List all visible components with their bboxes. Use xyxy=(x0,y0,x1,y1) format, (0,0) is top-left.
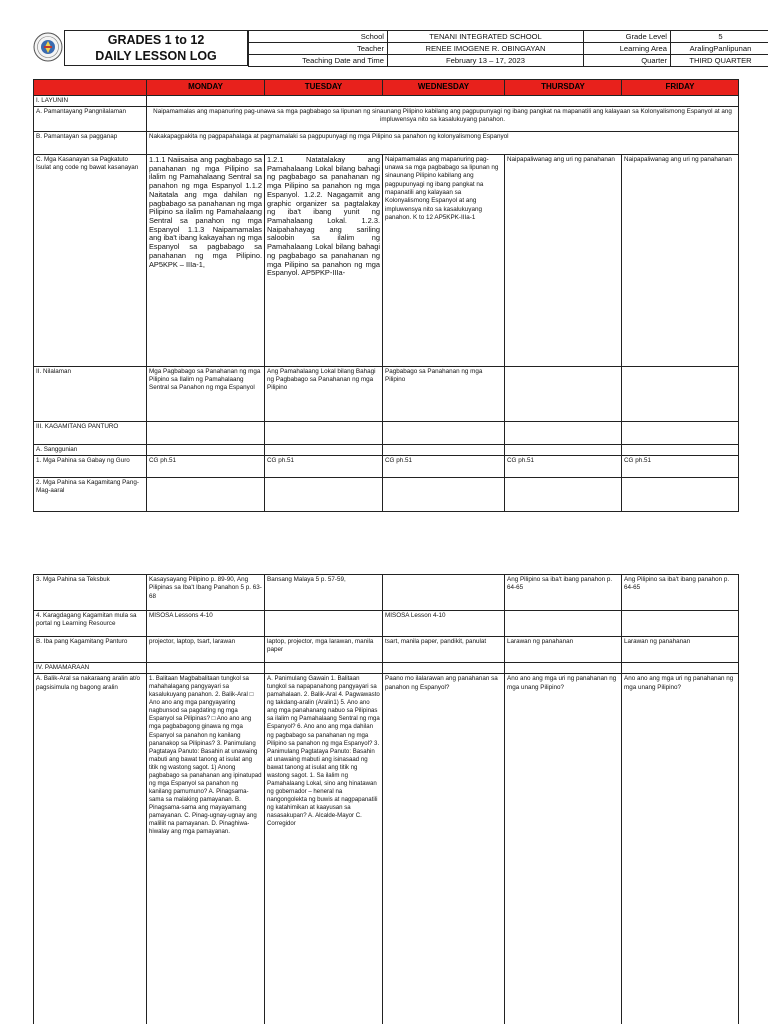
pang-mag-aaral-label: 2. Mga Pahina sa Kagamitang Pang-Mag-aaral xyxy=(34,478,147,512)
balik-aral-tuesday: A. Panimulang Gawain 1. Balitaan tungkol sa napapanahong pangyayari sa pamahalaan. 2. Balik-Aral 4. Pagwawasto ng takdang-aralin (Aralin1) 5. Ano ano ang mga panahanang nabuo sa Pilipinas sa ilalim ng Pamahalaang Sentral ng mga Espanyol? 6. Ano ano ang mga dahilan ng pagbabago sa panahanan ng mga Pilipino sa panahon ng mga Espanyol? 3. Panimulang Pagtataya Panuto: Basahin at unawaing mabuti ang isinasaad ng bawat tanong at isulat ang titik ng wastong sagot. 1. Sa ilalim ng Pamahalaang Lokal, sino ang hinatawan ng gobernador – heneral na nangongolekta ng buwis at nagpapanatili ng katahimikan at kaayusan sa nasasakupan? A. Alcalde-Mayor C. Corregidor xyxy=(265,674,383,1024)
blank-cell xyxy=(265,611,383,637)
nilalaman-monday: Mga Pagbabago sa Panahanan ng mga Pilipino sa Ilalim ng Pamahalaang Sentral sa Panahon ng mga Espanyol xyxy=(147,366,265,421)
table-row xyxy=(34,456,739,478)
table-row xyxy=(34,131,739,154)
sanggunian-label: A. Sanggunian xyxy=(34,444,147,455)
document-title xyxy=(64,30,248,66)
iba-pang-kagamitan-wednesday: tsart, manila paper, pandikit, panulat xyxy=(383,637,505,663)
blank-cell xyxy=(383,444,505,455)
nilalaman-wednesday: Pagbabago sa Panahanan ng mga Pilipino xyxy=(383,366,505,421)
school-value: TENANI INTEGRATED SCHOOL xyxy=(388,31,584,43)
nilalaman-tuesday: Ang Pamahalaang Lokal bilang Bahagi ng Pagbabago sa Panahanan ng mga Pilipino xyxy=(265,366,383,421)
header-info-table xyxy=(248,30,768,67)
table-row xyxy=(34,611,739,637)
gabay-wednesday: CG ph.51 xyxy=(383,456,505,478)
blank-cell xyxy=(622,663,739,674)
blank-cell xyxy=(147,421,265,444)
table-row xyxy=(34,575,739,611)
grade-level-label: Grade Level xyxy=(584,31,671,43)
quarter-value: THIRD QUARTER xyxy=(671,55,768,67)
blank-cell xyxy=(383,421,505,444)
day-header-row xyxy=(34,80,739,96)
day-header-tuesday: TUESDAY xyxy=(265,80,383,96)
day-header-wednesday: WEDNESDAY xyxy=(383,80,505,96)
balik-aral-wednesday: Paano mo ilalarawan ang panahanan sa panahon ng Espanyol? xyxy=(383,674,505,1024)
pagganap-content: Nakakapagpakita ng pagpapahalaga at pagmamalaki sa pagpupunyagi ng mga Pilipino sa panahon ng kolonyalismong Espanyol xyxy=(147,131,739,154)
table-row xyxy=(34,444,739,455)
day-header-thursday: THURSDAY xyxy=(505,80,622,96)
table-row xyxy=(34,106,739,131)
kasanayan-wednesday: Naipamamalas ang mapanuring pag-unawa sa mga pagbabago sa lipunan ng sinaunang Pilipino kabilang ang pagpupunyagi ng ibang pangkat na mapanatili ang kalayaan sa Kolonyalismong Espanyol at ang impluwensya nito sa kasalukuyang panahon. K to 12 AP5KPK-IIIa-1 xyxy=(383,154,505,366)
blank-cell xyxy=(383,575,505,611)
iba-pang-kagamitan-label: B. Iba pang Kagamitang Panturo xyxy=(34,637,147,663)
table-row xyxy=(34,637,739,663)
balik-aral-label: A. Balik-Aral sa nakaraang aralin at/o pagsisimula ng bagong aralin xyxy=(34,674,147,1024)
day-header-monday: MONDAY xyxy=(147,80,265,96)
blank-cell xyxy=(147,444,265,455)
teacher-label: Teacher xyxy=(249,43,388,55)
blank-cell xyxy=(147,663,265,674)
teksbuk-monday: Kasaysayang Pilipino p. 89-90, Ang Pilipinas sa Iba't Ibang Panahon 5 p. 63-68 xyxy=(147,575,265,611)
blank-cell xyxy=(383,663,505,674)
table-row xyxy=(34,663,739,674)
title-line-1: GRADES 1 to 12 xyxy=(107,33,205,47)
blank-cell xyxy=(147,478,265,512)
nilalaman-label: II. Nilalaman xyxy=(34,366,147,421)
blank-cell xyxy=(147,95,739,106)
section-layunin: I. LAYUNIN xyxy=(34,95,147,106)
kasanayan-tuesday: 1.2.1 Natatalakay ang Pamahalaang Lokal bilang bahagi ng pagbabago sa panahanan ng mga Pilipino sa panahon ng mga Espanyol. 1.2.2. Nagagamit ang graphic organizer sa pagtalakay ng iba't ibang yunit ng Pamahalaang Lokal. 1.2.3. Naipahahayag ang sariling saloobin sa ilalim ng Pamahalaang Lokal bilang bahagi ng pagbabago sa panahanan ng mga Pilipino sa panahon ng mga Espanyol. AP5PKP-IIIa- xyxy=(265,154,383,366)
learning-area-label: Learning Area xyxy=(584,43,671,55)
table-row xyxy=(34,95,739,106)
blank-cell xyxy=(505,611,622,637)
teksbuk-tuesday: Bansang Malaya 5 p. 57-59, xyxy=(265,575,383,611)
gabay-label: 1. Mga Pahina sa Gabay ng Guro xyxy=(34,456,147,478)
blank-cell xyxy=(383,478,505,512)
blank-cell xyxy=(622,366,739,421)
grade-level-value: 5 xyxy=(671,31,768,43)
day-header-blank xyxy=(34,80,147,96)
school-label: School xyxy=(249,31,388,43)
kasanayan-thursday: Naipapaliwanag ang uri ng panahanan xyxy=(505,154,622,366)
karagdagang-wednesday: MISOSA Lesson 4-10 xyxy=(383,611,505,637)
lesson-log-table-page-1 xyxy=(33,79,739,512)
deped-seal-icon xyxy=(33,32,63,62)
gabay-tuesday: CG ph.51 xyxy=(265,456,383,478)
karagdagang-label: 4. Karagdagang Kagamitan mula sa portal ng Learning Resource xyxy=(34,611,147,637)
balik-aral-monday: 1. Balitaan Magbabalitaan tungkol sa mahahalagang pangyayari sa kasalukuyang panahon. 2. Balik-Aral □ Ano ano ang mga pangyayaring nagbunsod sa pagdating ng mga Espanyol sa Pilipinas? □ Ano ano ang mga pagbabagong ginawa ng mga Espanyol sa panahon ng kanilang pananakop sa Pilipinas? 3. Panimulang Pagtataya Panuto: Basahin at unawaing mabuti ang bawat tanong at isulat ang titik ng wastong sagot. 1) Anong pagbabago sa panahanan ang ipinatupad ng mga Espanyol sa panahon ng kanilang pamumuno? A. Pinagsama-sama sa malaking pamayanan. B. Pinagsama-sama ang mayayamang pamayanan. C. Pinag-ugnay-ugnay ang maliliit na pamayanan. D. Pinaghiwa-hiwalay ang mga pamayanan. xyxy=(147,674,265,1024)
blank-cell xyxy=(265,444,383,455)
blank-cell xyxy=(622,478,739,512)
pamantayang-label: A. Pamantayang Pangnilalaman xyxy=(34,106,147,131)
section-pamamaraan: IV. PAMAMARAAN xyxy=(34,663,147,674)
balik-aral-friday: Ano ano ang mga uri ng panahanan ng mga unang Pilipino? xyxy=(622,674,739,1024)
table-row xyxy=(34,366,739,421)
blank-cell xyxy=(265,663,383,674)
karagdagang-monday: MISOSA Lessons 4-10 xyxy=(147,611,265,637)
kasanayan-label: C. Mga Kasanayan sa Pagkatuto Isulat ang code ng bawat kasanayan xyxy=(34,154,147,366)
blank-cell xyxy=(265,421,383,444)
header xyxy=(33,30,752,66)
kagamitan-label: III. KAGAMITANG PANTURO xyxy=(34,421,147,444)
blank-cell xyxy=(505,478,622,512)
blank-cell xyxy=(265,478,383,512)
blank-cell xyxy=(622,611,739,637)
iba-pang-kagamitan-thursday: Larawan ng panahanan xyxy=(505,637,622,663)
gabay-thursday: CG ph.51 xyxy=(505,456,622,478)
teaching-date-label: Teaching Date and Time xyxy=(249,55,388,67)
blank-cell xyxy=(505,366,622,421)
teksbuk-friday: Ang Pilipino sa iba't ibang panahon p. 64-65 xyxy=(622,575,739,611)
kasanayan-friday: Naipapaliwanag ang uri ng panahanan xyxy=(622,154,739,366)
teacher-value: RENEE IMOGENE R. OBINGAYAN xyxy=(388,43,584,55)
iba-pang-kagamitan-friday: Larawan ng panahanan xyxy=(622,637,739,663)
table-row xyxy=(34,154,739,366)
balik-aral-thursday: Ano ano ang mga uri ng panahanan ng mga unang Pilipino? xyxy=(505,674,622,1024)
lesson-log-table-page-2 xyxy=(33,574,739,1024)
kasanayan-monday: 1.1.1 Naiisaisa ang pagbabago sa panahanan ng mga Pilipino sa ilalim ng Pamahalaang Sentral sa panahon ng mga Espanyol 1.1.2 Naitatala ang mga dahilan ng pagbabago sa panahanan ng mga Pilipino sa ilalim ng Pamahalaang Sentral sa panahon ng mga Espanyol 1.1.3 Naipamamalas ang iba't ibang kakayahan ng mga Espanyol sa pagbabago sa panahanan ng mga Pilipino. AP5KPK – IIIa-1, xyxy=(147,154,265,366)
pagganap-label: B. Pamantayan sa pagganap xyxy=(34,131,147,154)
quarter-label: Quarter xyxy=(584,55,671,67)
table-row xyxy=(34,478,739,512)
blank-cell xyxy=(505,421,622,444)
learning-area-value: AralingPanlipunan xyxy=(671,43,768,55)
teksbuk-label: 3. Mga Pahina sa Teksbuk xyxy=(34,575,147,611)
gabay-monday: CG ph.51 xyxy=(147,456,265,478)
gabay-friday: CG ph.51 xyxy=(622,456,739,478)
pamantayang-content: Naipamamalas ang mapanuring pag-unawa sa mga pagbabago sa lipunan ng sinaunang Pilipino kabilang ang pagpupunyagi ng ibang pangkat na mapanatili ang kalayaan sa Kolonyalismong Espanyol at ang impluwensya nito sa kasalukuyang panahon. xyxy=(147,106,739,131)
iba-pang-kagamitan-tuesday: laptop, projector, mga larawan, manila paper xyxy=(265,637,383,663)
iba-pang-kagamitan-monday: projector, laptop, tsart, larawan xyxy=(147,637,265,663)
blank-cell xyxy=(622,444,739,455)
blank-cell xyxy=(505,444,622,455)
day-header-friday: FRIDAY xyxy=(622,80,739,96)
blank-cell xyxy=(622,421,739,444)
table-row xyxy=(34,421,739,444)
teaching-date-value: February 13 – 17, 2023 xyxy=(388,55,584,67)
teksbuk-thursday: Ang Pilipino sa iba't ibang panahon p. 64-65 xyxy=(505,575,622,611)
table-row xyxy=(34,674,739,1024)
title-line-2: DAILY LESSON LOG xyxy=(95,49,217,63)
blank-cell xyxy=(505,663,622,674)
